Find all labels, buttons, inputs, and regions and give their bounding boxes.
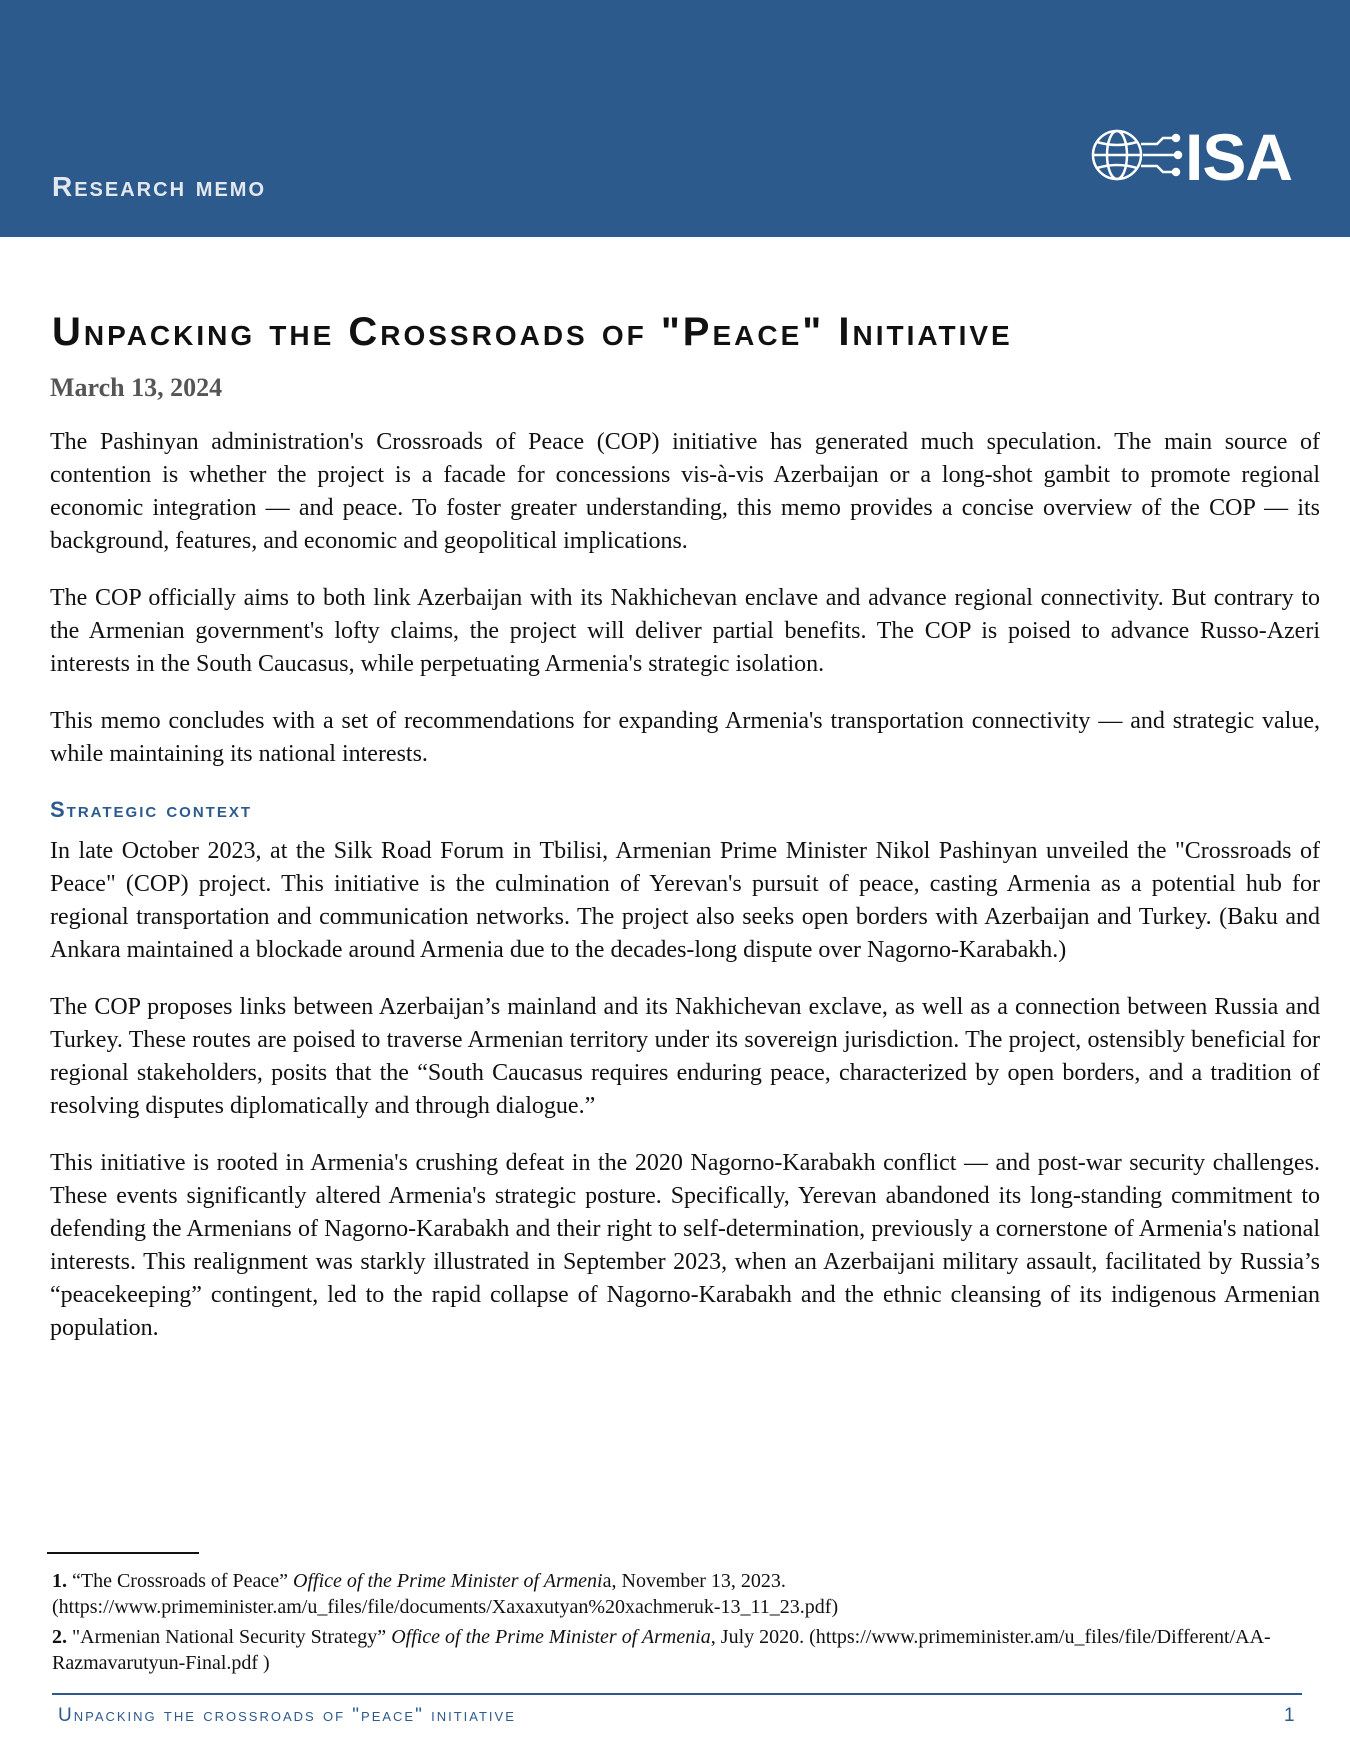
footnote <box>52 1624 1312 1676</box>
section-heading: Strategic context <box>50 797 253 822</box>
footer-title: Unpacking the crossroads of "peace" initiative <box>58 1705 516 1726</box>
footnote-number: 1. <box>52 1570 67 1592</box>
page-number: 1 <box>1284 1705 1295 1726</box>
intro-paragraph: The Pashinyan administration's Crossroads of Peace (COP) initiative has generated much speculation. The main source of contention is whether the project is a facade for concessions vis-à-vis Azerbaijan or a long-shot gambit to promote regional economic integration — and peace. To foster greater understanding, this memo provides a concise overview of the COP — its background, features, and economic and geopolitical implications. <box>50 429 1320 554</box>
footnote-title: “The Crossroads of Peace” <box>72 1570 289 1592</box>
intro-paragraph: The COP officially aims to both link Azerbaijan with its Nakhichevan enclave and advance regional connectivity. But contrary to the Armenian government's lofty claims, the project will deliver partial benefits. The COP is poised to advance Russo-Azeri interests in the South Caucasus, while perpetuating Armenia's strategic isolation. <box>50 585 1320 677</box>
footnote <box>52 1568 1312 1620</box>
footnote-title: "Armenian National Security Strategy” <box>72 1626 387 1648</box>
footnote-details: , July 2020. (https://www.primeminister.am/u_files/file/Different/AA-Razmavarutyun-Final.pdf ) <box>52 1626 1271 1674</box>
isa-logo <box>1085 120 1325 190</box>
circuit-icon <box>1141 135 1181 175</box>
section-paragraph: This initiative is rooted in Armenia's crushing defeat in the 2020 Nagorno-Karabakh conflict — and post-war security challenges. These events significantly altered Armenia's strategic posture. Specifically, Yerevan abandoned its long-standing commitment to defending the Armenians of Nagorno-Karabakh and their right to self-determination, previously a cornerstone of Armenia's national interests. This realignment was starkly illustrated in September 2023, when an Azerbaijani military assault, facilitated by Russia’s “peacekeeping” contingent, led to the rapid collapse of Nagorno-Karabakh and the ethnic cleansing of its indigenous Armenian population. <box>50 1150 1320 1341</box>
logo-text: ISA <box>1185 120 1293 190</box>
memo-date: March 13, 2024 <box>50 373 223 402</box>
section-paragraph: The COP proposes links between Azerbaijan’s mainland and its Nakhichevan exclave, as well as a connection between Russia and Turkey. These routes are poised to traverse Armenian territory under its sovereign jurisdiction. The project, ostensibly beneficial for regional stakeholders, posits that the “South Caucasus requires enduring peace, characterized by open borders, and a tradition of resolving disputes diplomatically and through dialogue.” <box>50 994 1320 1119</box>
footnote-source: Office of the Prime Minister of Armeni <box>293 1570 603 1592</box>
footnote-divider <box>47 1552 199 1554</box>
memo-body <box>50 426 1320 1369</box>
footnote-details: a, November 13, 2023. (https://www.primeminister.am/u_files/file/documents/Xaxaxutyan%20xachmeruk-13_11_23.pdf) <box>52 1570 839 1618</box>
section-paragraph: In late October 2023, at the Silk Road Forum in Tbilisi, Armenian Prime Minister Nikol Pashinyan unveiled the "Crossroads of Peace" (COP) project. This initiative is the culmination of Yerevan's pursuit of peace, casting Armenia as a potential hub for regional transportation and communication networks. The project also seeks open borders with Azerbaijan and Turkey. (Baku and Ankara maintained a blockade around Armenia due to the decades-long dispute over Nagorno-Karabakh.) <box>50 838 1320 963</box>
header-label: Research memo <box>52 171 267 202</box>
globe-icon <box>1093 131 1141 179</box>
header-banner <box>0 0 1350 237</box>
footnote-number: 2. <box>52 1626 67 1648</box>
footnotes <box>52 1568 1312 1680</box>
intro-paragraph: This memo concludes with a set of recommendations for expanding Armenia's transportation connectivity — and strategic value, while maintaining its national interests. <box>50 708 1320 767</box>
memo-title: Unpacking the Crossroads of "Peace" Initiative <box>52 310 1013 354</box>
footnote-source: Office of the Prime Minister of Armenia <box>391 1626 711 1648</box>
footer-divider <box>52 1693 1302 1695</box>
